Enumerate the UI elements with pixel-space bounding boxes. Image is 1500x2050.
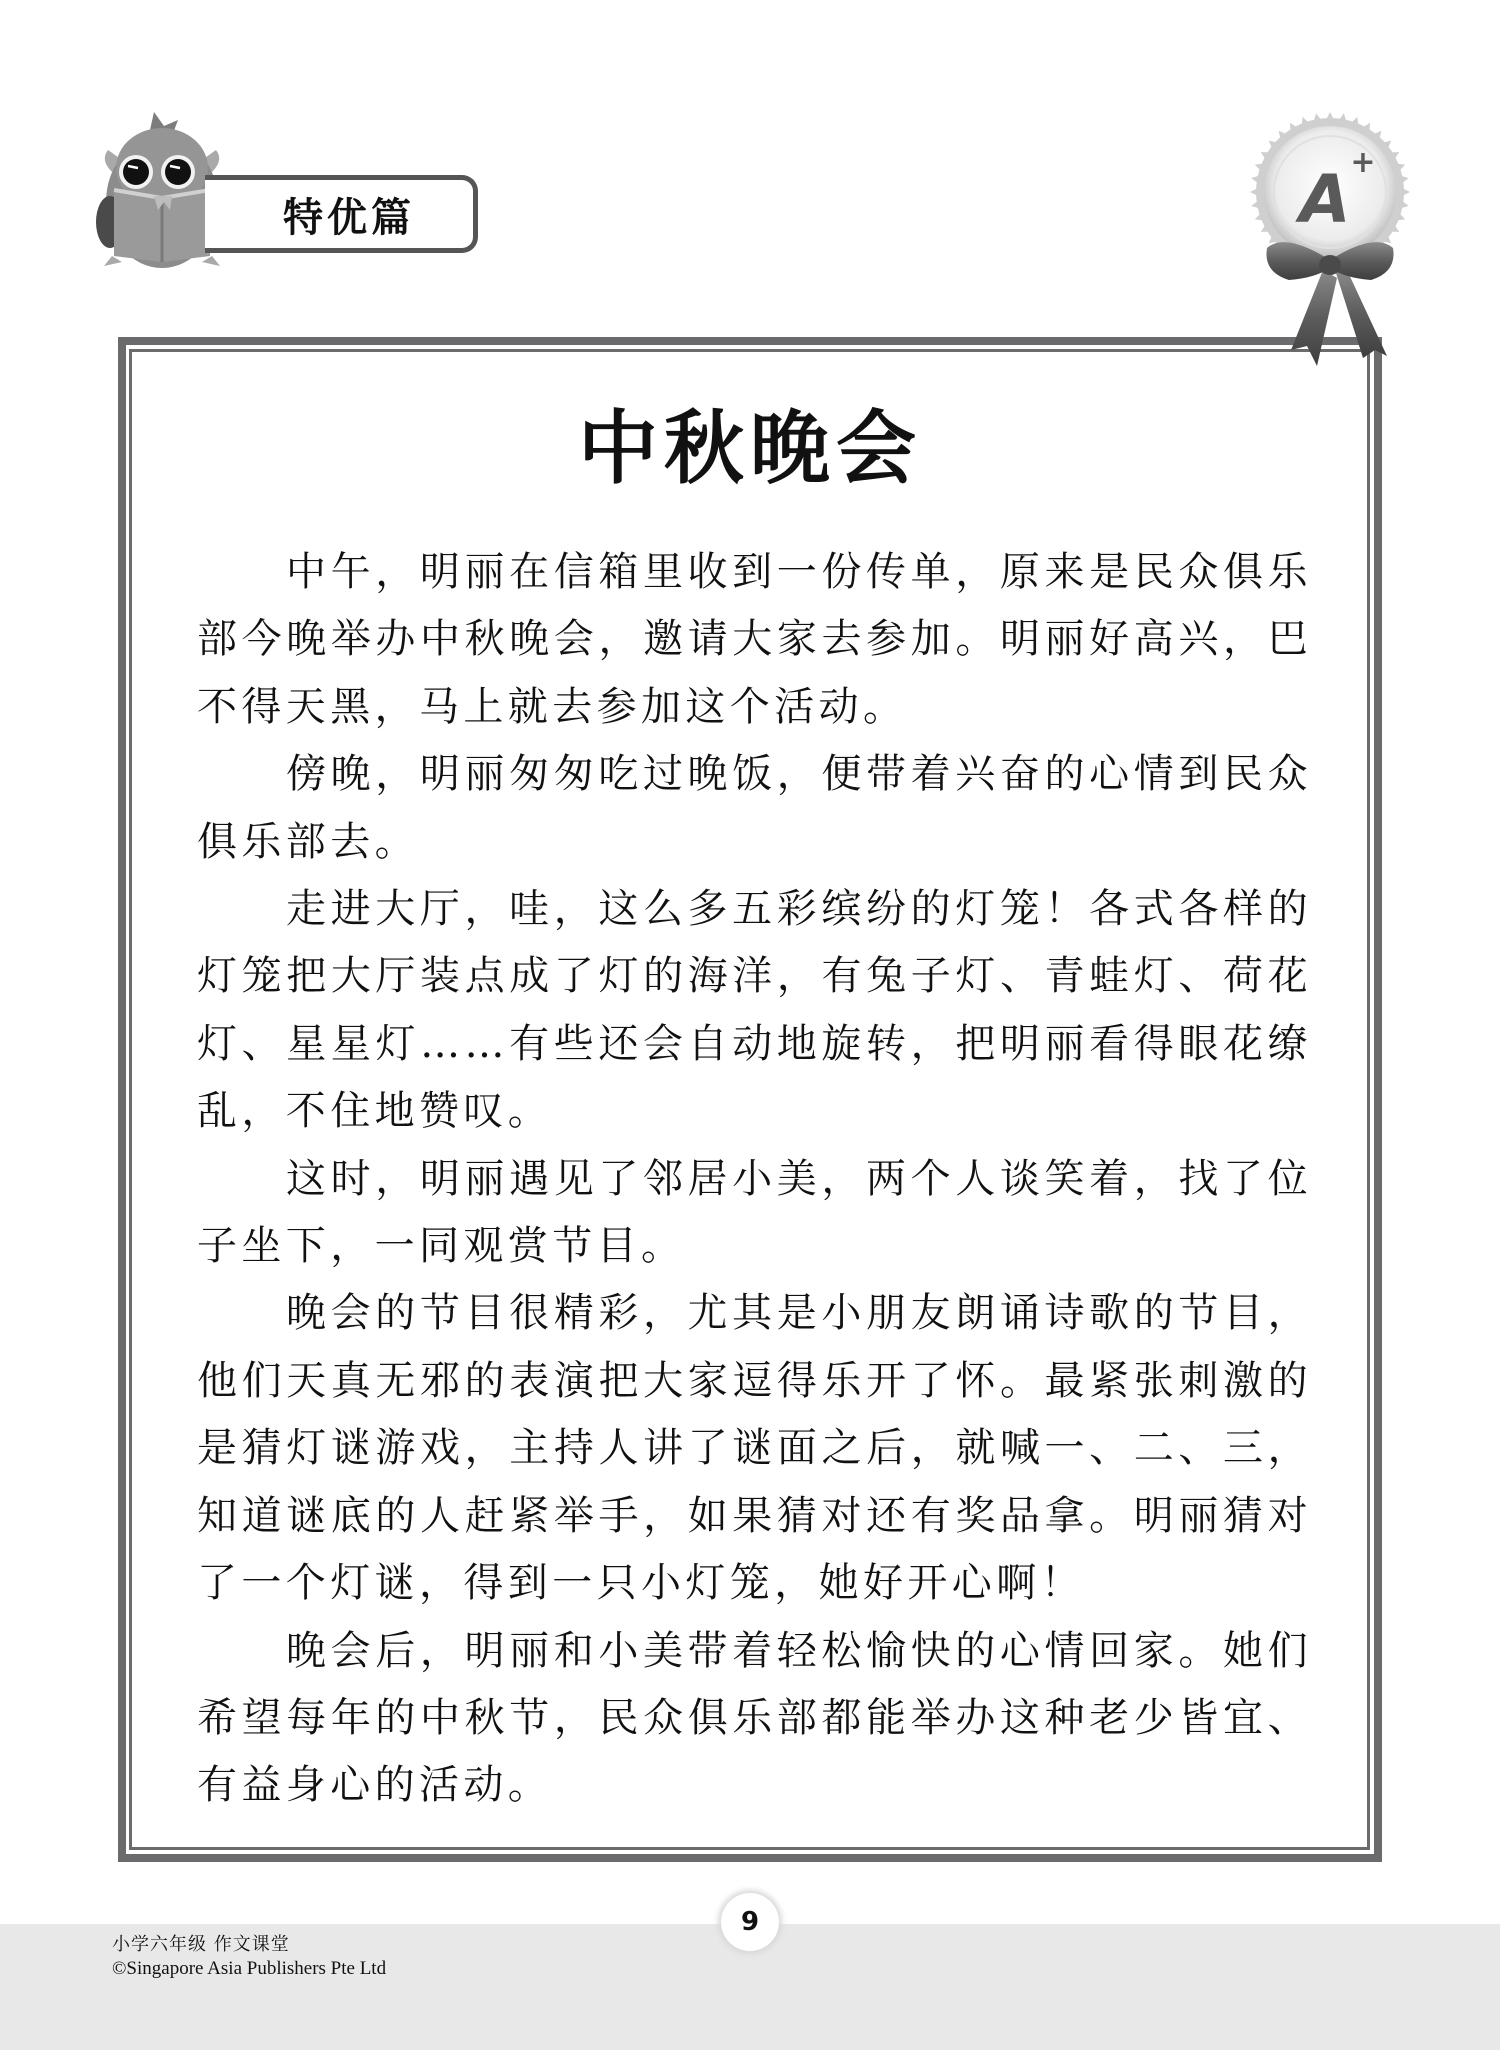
essay-paragraph: 走进大厅，哇，这么多五彩缤纷的灯笼！各式各样的灯笼把大厅装点成了灯的海洋，有兔子灯、青蛙灯、荷花灯、星星灯……有些还会自动地旋转，把明丽看得眼花缭乱，不住地赞叹。 — [197, 886, 1312, 1135]
page-number: 9 — [721, 1893, 779, 1951]
section-label: 特优篇 — [283, 194, 415, 241]
essay-paragraph: 这时，明丽遇见了邻居小美，两个人谈笑着，找了位子坐下，一同观赏节目。 — [197, 1155, 1312, 1270]
footer-credits — [112, 1933, 386, 1981]
svg-text:A: A — [1299, 161, 1351, 238]
svg-text:+: + — [1350, 145, 1376, 180]
essay-title: 中秋晚会 — [578, 401, 922, 495]
essay-body — [197, 539, 1312, 1820]
essay-paragraph: 晚会后，明丽和小美带着轻松愉快的心情回家。她们希望每年的中秋节，民众俱乐部都能举办这种老少皆宜、有益身心的活动。 — [197, 1627, 1312, 1809]
essay-paragraph: 晚会的节目很精彩，尤其是小朋友朗诵诗歌的节目，他们天真无邪的表演把大家逗得乐开了怀。最紧张刺激的是猜灯谜游戏，主持人讲了谜面之后，就喊一、二、三，知道谜底的人赶紧举手，如果猜对还有奖品拿。明丽猜对了一个灯谜，得到一只小灯笼，她好开心啊！ — [197, 1290, 1312, 1607]
footer-book-title: 小学六年级 作文课堂 — [112, 1934, 290, 1955]
essay-paragraph: 傍晚，明丽匆匆吃过晚饭，便带着兴奋的心情到民众俱乐部去。 — [197, 751, 1312, 865]
section-label-box — [205, 175, 478, 253]
a-plus-rosette-badge-icon — [1245, 110, 1415, 370]
footer-copyright: ©Singapore Asia Publishers Pte Ltd — [112, 1958, 387, 1979]
essay-paragraph: 中午，明丽在信箱里收到一份传单，原来是民众俱乐部今晚举办中秋晚会，邀请大家去参加。明丽好高兴，巴不得天黑，马上就去参加这个活动。 — [197, 549, 1312, 730]
